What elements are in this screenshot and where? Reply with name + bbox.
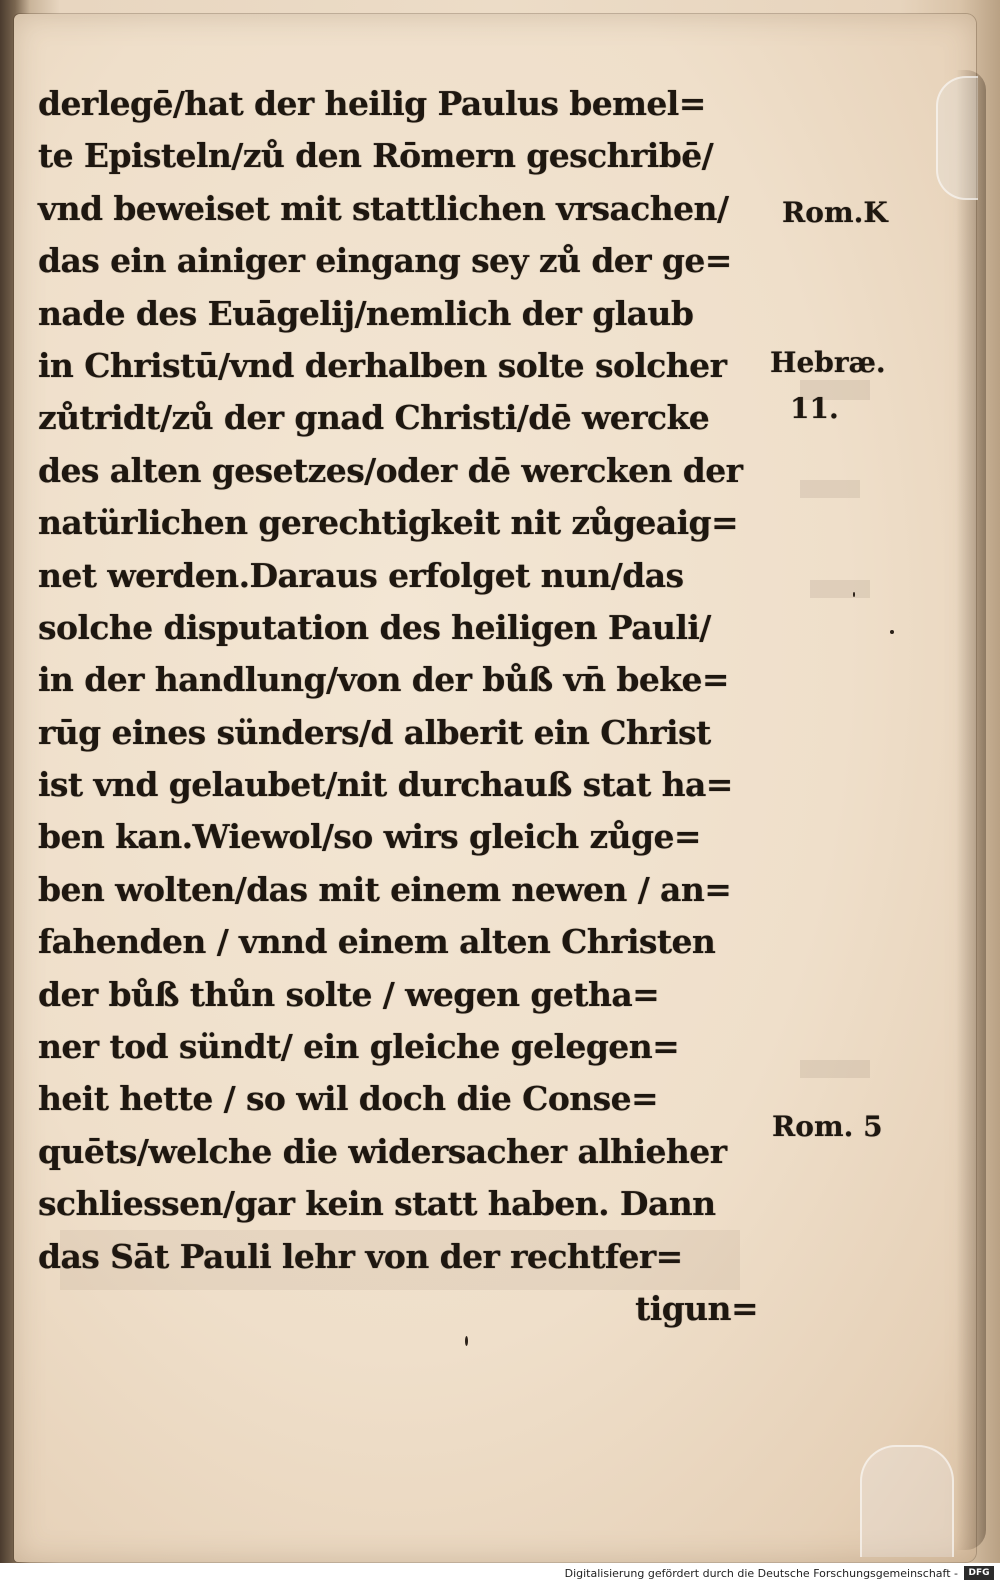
text-line: vnd beweiset mit stattlichen vrsachen/ — [38, 188, 729, 228]
margin-note-hebr: Hebræ. — [770, 346, 886, 379]
page-edge-shadow — [956, 70, 986, 1550]
text-line: das Sāt Pauli lehr von der rechtfer= — [38, 1236, 683, 1276]
text-line: ner tod sündt/ ein gleiche gelegen= — [38, 1027, 680, 1067]
text-line: solche disputation des heiligen Pauli/ — [38, 607, 711, 647]
text-line: te Episteln/zů den Rōmern geschribē/ — [38, 136, 714, 176]
text-line: der bůß thůn solte / wegen getha= — [38, 974, 660, 1014]
bleed-through-mark — [810, 580, 870, 598]
margin-note-rom: Rom.K — [782, 196, 888, 229]
text-line: rūg eines sünders/d alberit ein Christ — [38, 712, 711, 752]
ink-speck — [465, 1336, 468, 1346]
dfg-logo: DFG — [964, 1566, 994, 1580]
text-line: fahenden / vnnd einem alten Christen — [38, 922, 716, 962]
ink-speck — [853, 592, 855, 597]
text-line: schliessen/gar kein statt haben. Dann — [38, 1184, 716, 1224]
margin-note-hebr-chapter: 11. — [790, 392, 839, 425]
page-tab-bottom — [860, 1445, 954, 1557]
text-line: ist vnd gelaubet/nit durchauß stat ha= — [38, 765, 733, 805]
main-text-block — [38, 78, 768, 1335]
text-line: net werden.Daraus erfolget nun/das — [38, 555, 684, 595]
text-line: derlegē/hat der heilig Paulus bemel= — [38, 84, 706, 123]
text-line: nade des Euāgelij/nemlich der glaub — [38, 293, 694, 333]
text-line: in Christū/vnd derhalben solte solcher — [38, 345, 727, 385]
ink-speck — [890, 630, 894, 634]
bleed-through-mark — [800, 480, 860, 498]
text-line: quēts/welche die widersacher alhieher — [38, 1131, 727, 1171]
catchword-line: tigun= — [635, 1288, 758, 1328]
bleed-through-mark — [800, 1060, 870, 1078]
text-line: das ein ainiger eingang sey zů der ge= — [38, 241, 732, 281]
text-line: in der handlung/von der bůß vn̄ beke= — [38, 660, 729, 700]
text-line: zůtridt/zů der gnad Christi/dē wercke — [38, 398, 710, 438]
text-line: heit hette / so wil doch die Conse= — [38, 1079, 659, 1119]
margin-note-rom-5: Rom. 5 — [772, 1110, 883, 1143]
text-line: des alten gesetzes/oder dē wercken der — [38, 450, 743, 490]
page-tab-top — [936, 76, 978, 200]
text-line: ben kan.Wiewol/so wirs gleich zůge= — [38, 817, 701, 857]
text-line: ben wolten/das mit einem newen / an= — [38, 869, 732, 909]
footer-credit: Digitalisierung gefördert durch die Deutsche Forschungsgemeinschaft - — [564, 1567, 958, 1580]
text-line: natürlichen gerechtigkeit nit zůgeaig= — [38, 503, 739, 543]
